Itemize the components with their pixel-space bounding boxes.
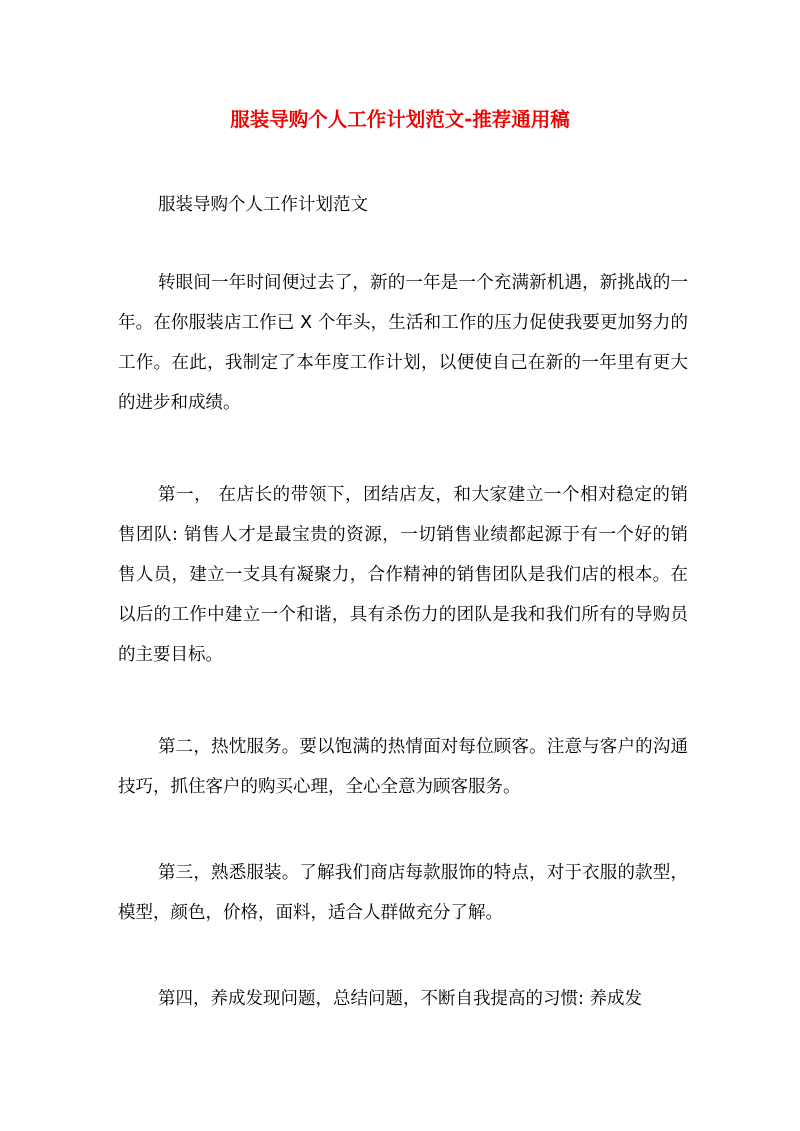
paragraph-block-intro (118, 263, 688, 423)
document-subtitle-block (118, 185, 688, 225)
paragraph-block-third (118, 853, 688, 933)
paragraph-block-first (118, 475, 688, 675)
document-title: 服装导购个人工作计划范文-推荐通用稿 (230, 108, 570, 131)
paragraph-first: 第一， 在店长的带领下，团结店友，和大家建立一个相对稳定的销售团队: 销售人才是最宝贵的资源，一切销售业绩都起源于有一个好的销售人员，建立一支具有凝聚力，合作精神的销售团队是我们店的根本。在以后的工作中建立一个和谐，具有杀伤力的团队是我和我们所有的导购员的主要目标。 (118, 485, 688, 665)
paragraph-intro: 转眼间一年时间便过去了，新的一年是一个充满新机遇，新挑战的一年。在你服装店工作已 X 个年头，生活和工作的压力促使我要更加努力的工作。在此，我制定了本年度工作计划，以便使自己在新的一年里有更大的进步和成绩。 (118, 273, 688, 413)
paragraph-third: 第三，熟悉服装。了解我们商店每款服饰的特点，对于衣服的款型，模型，颜色，价格，面料，适合人群做充分了解。 (118, 863, 688, 923)
paragraph-block-fourth (118, 979, 688, 1019)
paragraph-second: 第二，热忱服务。要以饱满的热情面对每位顾客。注意与客户的沟通技巧，抓住客户的购买心理，全心全意为顾客服务。 (118, 737, 688, 797)
document-subtitle: 服装导购个人工作计划范文 (158, 195, 368, 215)
paragraph-block-second (118, 727, 688, 807)
paragraph-fourth: 第四，养成发现问题，总结问题，不断自我提高的习惯: 养成发 (158, 989, 642, 1009)
